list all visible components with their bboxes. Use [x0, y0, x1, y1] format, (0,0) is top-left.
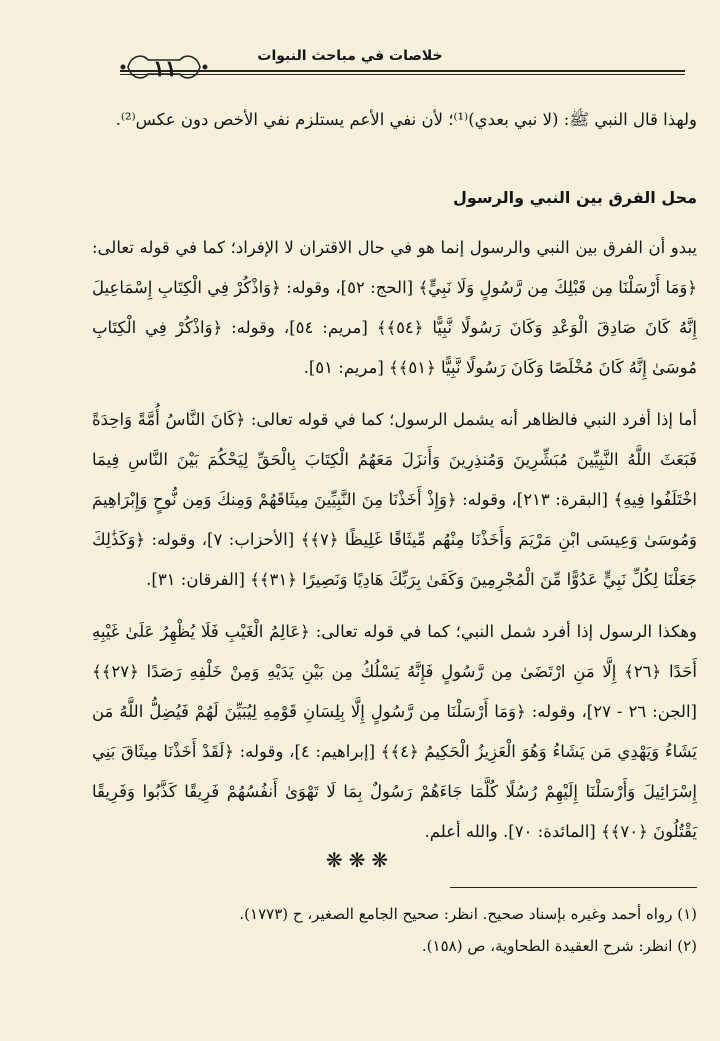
section-separator: ❋❋❋: [325, 848, 395, 872]
paragraph: وهكذا الرسول إذا أفرد شمل النبي؛ كما في قوله تعالى: ﴿عَالِمُ الْغَيْبِ فَلَا يُظْهِرُ عَلَىٰ غَيْبِهِ أَحَدًا ﴿٢٦﴾ إِلَّا مَنِ ارْتَضَىٰ مِن رَّسُولٍ فَإِنَّهُ يَسْلُكُ مِن بَيْنِ يَدَيْهِ وَمِنْ خَلْفِهِ رَصَدًا ﴿٢٧﴾﴾ [الجن: ٢٦ - ٢٧]، وقوله: ﴿وَمَا أَرْسَلْنَا مِن رَّسُولٍ إِلَّا بِلِسَانِ قَوْمِهِ لِيُبَيِّنَ لَهُمْ فَيُضِلُّ اللَّهُ مَن يَشَاءُ وَيَهْدِي مَن يَشَاءُ وَهُوَ الْعَزِيزُ الْحَكِيمُ ﴿٤﴾﴾ [إبراهيم: ٤]، وقوله: ﴿لَقَدْ أَخَذْنَا مِيثَاقَ بَنِي إِسْرَائِيلَ وَأَرْسَلْنَا إِلَيْهِمْ رُسُلًا كُلَّمَا جَاءَهُمْ رَسُولٌ بِمَا لَا تَهْوَىٰ أَنفُسُهُمْ فَرِيقًا كَذَّبُوا وَفَرِيقًا يَقْتُلُونَ ﴿٧٠﴾﴾ [المائدة: ٧٠]. والله أعلم.: [92, 622, 697, 841]
body-paragraphs: [92, 228, 697, 864]
section-heading: محل الفرق بين النبي والرسول: [453, 188, 697, 207]
footnote: (١) رواه أحمد وغيره بإسناد صحيح. انظر: صحيح الجامع الصغير، ح (١٧٧٣).: [239, 905, 697, 923]
page-number: ١١: [153, 56, 177, 82]
paragraph: ولهذا قال النبي ﷺ: (لا نبي بعدي)⁽¹⁾؛ لأن نفي الأعم يستلزم نفي الأخص دون عكس⁽²⁾.: [115, 110, 697, 129]
paragraph: أما إذا أفرد النبي فالظاهر أنه يشمل الرسول؛ كما في قوله تعالى: ﴿كَانَ النَّاسُ أُمَّةً وَاحِدَةً فَبَعَثَ اللَّهُ النَّبِيِّينَ مُبَشِّرِينَ وَمُنذِرِينَ وَأَنزَلَ مَعَهُمُ الْكِتَابَ بِالْحَقِّ لِيَحْكُمَ بَيْنَ النَّاسِ فِيمَا اخْتَلَفُوا فِيهِ﴾ [البقرة: ٢١٣]، وقوله: ﴿وَإِذْ أَخَذْنَا مِنَ النَّبِيِّينَ مِيثَاقَهُمْ وَمِنكَ وَمِن نُّوحٍ وَإِبْرَاهِيمَ وَمُوسَىٰ وَعِيسَى ابْنِ مَرْيَمَ وَأَخَذْنَا مِنْهُم مِّيثَاقًا غَلِيظًا ﴿٧﴾﴾ [الأحزاب: ٧]، وقوله: ﴿وَكَذَٰلِكَ جَعَلْنَا لِكُلِّ نَبِيٍّ عَدُوًّا مِّنَ الْمُجْرِمِينَ وَكَفَىٰ بِرَبِّكَ هَادِيًا وَنَصِيرًا ﴿٣١﴾﴾ [الفرقان: ٣١].: [92, 410, 697, 589]
paragraph: يبدو أن الفرق بين النبي والرسول إنما هو في حال الاقتران لا الإفراد؛ كما في قوله تعالى: ﴿وَمَا أَرْسَلْنَا مِن قَبْلِكَ مِن رَّسُولٍ وَلَا نَبِيٍّ﴾ [الحج: ٥٢]، وقوله: ﴿وَاذْكُرْ فِي الْكِتَابِ إِسْمَاعِيلَ إِنَّهُ كَانَ صَادِقَ الْوَعْدِ وَكَانَ رَسُولًا نَّبِيًّا ﴿٥٤﴾﴾ [مريم: ٥٤]، وقوله: ﴿وَاذْكُرْ فِي الْكِتَابِ مُوسَىٰ إِنَّهُ كَانَ مُخْلَصًا وَكَانَ رَسُولًا نَّبِيًّا ﴿٥١﴾﴾ [مريم: ٥١].: [92, 238, 698, 377]
footnotes: [92, 898, 697, 962]
paragraph-intro: [92, 100, 697, 152]
footnote-rule: [450, 887, 697, 888]
running-title: خلاصات في مباحث النبوات: [257, 48, 443, 64]
footnote: (٢) انظر: شرح العقيدة الطحاوية، ص (١٥٨).: [421, 937, 697, 955]
